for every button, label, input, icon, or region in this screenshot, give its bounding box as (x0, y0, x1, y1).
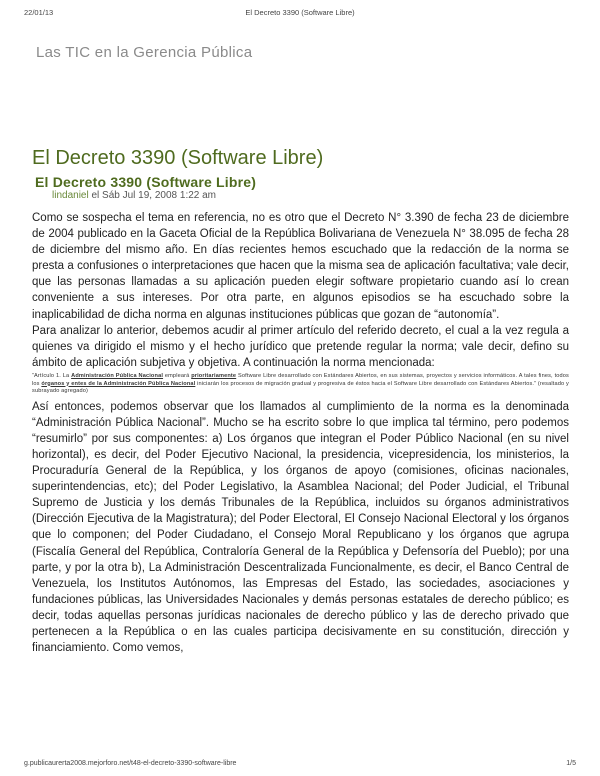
page-title: El Decreto 3390 (Software Libre) (32, 147, 324, 169)
paragraph-2: Para analizar lo anterior, debemos acudir al primer artículo del referido decreto, el cual a la vez regula a quienes va dirigido el mismo y el hecho jurídico que pretende regular la norma; vale decir, defino su ámbito de aplicación subjetiva y objetiva. A continuación la norma mencionada: (32, 324, 569, 369)
quote-highlight: órganos y entes de la Administración Pública Nacional (41, 380, 196, 387)
post-body (32, 210, 569, 656)
quote-highlight: prioritariamente (191, 372, 237, 379)
quote-text: “Artículo 1. La (32, 372, 72, 379)
quote-highlight: Administración Pública Nacional (71, 372, 164, 379)
site-title-link[interactable]: Las TIC en la Gerencia Pública (36, 44, 253, 61)
post-author-link[interactable]: lindaniel (52, 190, 89, 201)
quote-text: iniciarán los procesos de migración gradual y progresiva de éstos hacia el Software Libre desarrollado con Estándares Abiertos.” (resaltado y subrayado agregado) (32, 380, 569, 395)
decree-quote (32, 373, 569, 396)
footer-url: g.publicaurerta2008.mejorforo.net/t48-el-decreto-3390-software-libre (24, 760, 237, 767)
quote-text: Software Libre desarrollado con Estándares Abiertos, en sus sistemas, proyectos y servicios informáticos. A tales fines, todos los (32, 372, 570, 387)
post-title-link[interactable]: El Decreto 3390 (Software Libre) (35, 174, 257, 190)
post-meta (52, 190, 216, 201)
print-header (24, 8, 576, 20)
print-document-title: El Decreto 3390 (Software Libre) (245, 8, 355, 17)
paragraph-1: Como se sospecha el tema en referencia, no es otro que el Decreto N° 3.390 de fecha 23 de diciembre de 2004 publicado en la Gaceta Oficial de la República Bolivariana de Venezuela N° 38.095 de fecha 28 de diciembre del mismo año. En días recientes hemos escuchado que la redacción de la norma se presta a confusiones o interpretaciones que hacen que la misma sea de aplicación facultativa; vale decir, que las personas llamadas a su aplicación pueden elegir software propietario cuando así lo crean conveniente a sus intereses. Por otra parte, en algunos episodios se ha escuchado sobre la inaplicabilidad de dicha norma en algunas instituciones públicas que gozan de “autonomía”. (32, 212, 569, 321)
print-footer (24, 760, 576, 770)
footer-page-number: 1/5 (566, 760, 576, 767)
print-date: 22/01/13 (24, 8, 54, 17)
post-date: el Sáb Jul 19, 2008 1:22 am (91, 190, 217, 201)
paragraph-3: Así entonces, podemos observar que los llamados al cumplimiento de la norma es la denominada “Administración Pública Nacional”. Mucho se ha escrito sobre lo que implica tal término, pero podemos “resumirlo” por sus componentes: a) Los órganos que integran el Poder Público Nacional (en su nivel horizontal), es decir, del Poder Ejecutivo Nacional, la presidencia, vicepresidencia, los ministerios, la Procuraduría General de la República, y los órganos de apoyo (comisiones, oficinas nacionales, superintendencias, etc); del Poder Legislativo, la Asamblea Nacional; del Poder Judicial, el Tribunal Supremo de Justicia y los demás Tribunales de la República, incluidos su órganos administrativos (Dirección Ejecutiva de la Magistratura); del Poder Electoral, El Consejo Nacional Electoral y los órganos que lo componen; del Poder Ciudadano, el Consejo Moral Republicano y los órganos que agrupa (Fiscalía General del República, Contraloría General de la República y Defensoría del Pueblo); por una parte, y por la otra b), La Administración Descentralizada Funcionalmente, es decir, el Banco Central de Venezuela, los Institutos Autónomos, las Empresas del Estado, las sociedades, asociaciones y fundaciones públicas, las Universidades Nacionales y demás personas estatales de derecho público; es decir, todas aquellas personas jurídicas nacionales de derecho público y las de derecho privado que pertenecen a la República o en las cuales participa decisivamente en su constitución, dirección y financiamiento. Como vemos, (32, 400, 569, 655)
quote-text: empleará (163, 372, 192, 379)
